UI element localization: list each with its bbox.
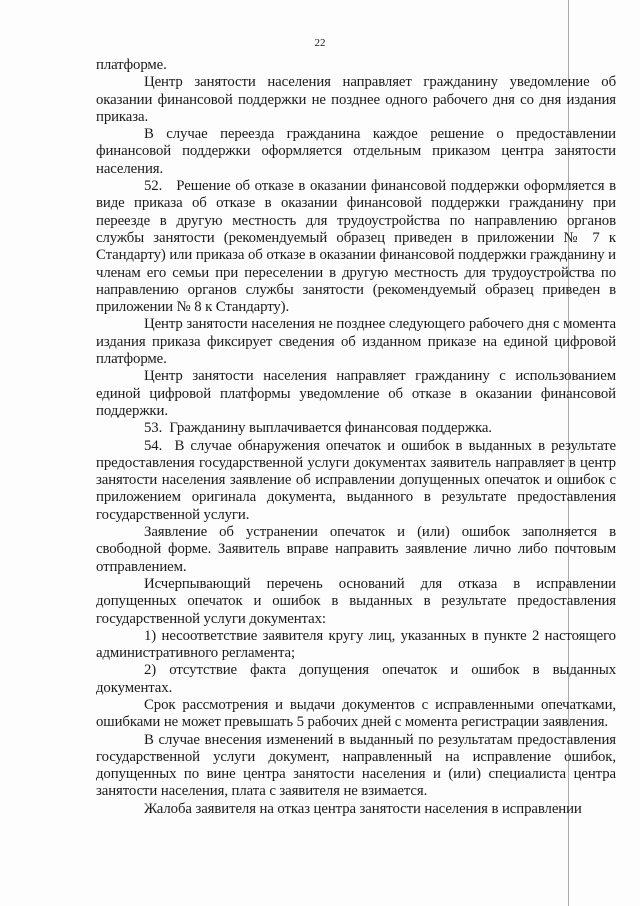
- paragraph: Жалоба заявителя на отказ центра занятости населения в исправлении: [144, 800, 582, 817]
- paragraph: В случае внесения изменений в выданный по результатам предоставления государственной услуги документ, направленный на исправление ошибок, допущенных по вине центра занятости населения и (или) специалиста центра занятости населения, плата с заявителя не взимается.: [96, 731, 616, 800]
- paragraph: Исчерпывающий перечень оснований для отказа в исправлении допущенных опечаток и ошибок в выданных в результате предоставления государственной услуги документах:: [96, 575, 616, 627]
- paragraph: 53. Гражданину выплачивается финансовая поддержка.: [144, 420, 492, 437]
- paragraph: Центр занятости населения направляет гражданину с использованием единой цифровой платформы уведомление об отказе в оказании финансовой поддержки.: [96, 368, 616, 419]
- page-number: 22: [314, 37, 326, 49]
- paragraph: Центр занятости населения не позднее следующего рабочего дня с момента издания приказа фиксирует сведения об изданном приказе на единой цифровой платформе.: [96, 316, 616, 368]
- list-item: 1) несоответствие заявителя кругу лиц, указанных в пункте 2 настоящего административного регламента;: [96, 627, 616, 662]
- paragraph: 52. Решение об отказе в оказании финансовой поддержки оформляется в виде приказа об отказе в оказании финансовой поддержки гражданину при переезде в другую местность для трудоустройства по направлению органов службы занятости (рекомендуемый образец приведен в приложении № 7 к Стандарту) или приказа об отказе в оказании финансовой поддержки гражданину и членам его семьи при переселении в другую местность для трудоустройства по направлению органов службы занятости (рекомендуемый образец приведен в приложении № 8 к Стандарту).: [96, 178, 616, 316]
- paragraph: Срок рассмотрения и выдачи документов с исправленными опечатками, ошибками не может превышать 5 рабочих дней с момента регистрации заявления.: [96, 696, 616, 731]
- list-item: 2) отсутствие факта допущения опечаток и ошибок в выданных документах.: [96, 662, 616, 696]
- paragraph: Центр занятости населения направляет гражданину уведомление об оказании финансовой поддержки не позднее одного рабочего дня со дня издания приказа.: [96, 74, 616, 125]
- paragraph: Заявление об устранении опечаток и (или) ошибок заполняется в свободной форме. Заявитель вправе направить заявление лично либо почтовым отправлением.: [96, 524, 616, 575]
- paragraph: В случае переезда гражданина каждое решение о предоставлении финансовой поддержки оформляется отдельным приказом центра занятости населения.: [96, 126, 616, 177]
- document-body: [96, 57, 616, 818]
- paragraph: платформе.: [96, 57, 167, 73]
- paragraph: 54. В случае обнаружения опечаток и ошибок в выданных в результате предоставления государственной услуги документах заявитель направляет в центр занятости населения заявление об исправлении допущенных опечаток и ошибок с приложением оригинала документа, выданного в результате предоставления государственной услуги.: [96, 437, 616, 523]
